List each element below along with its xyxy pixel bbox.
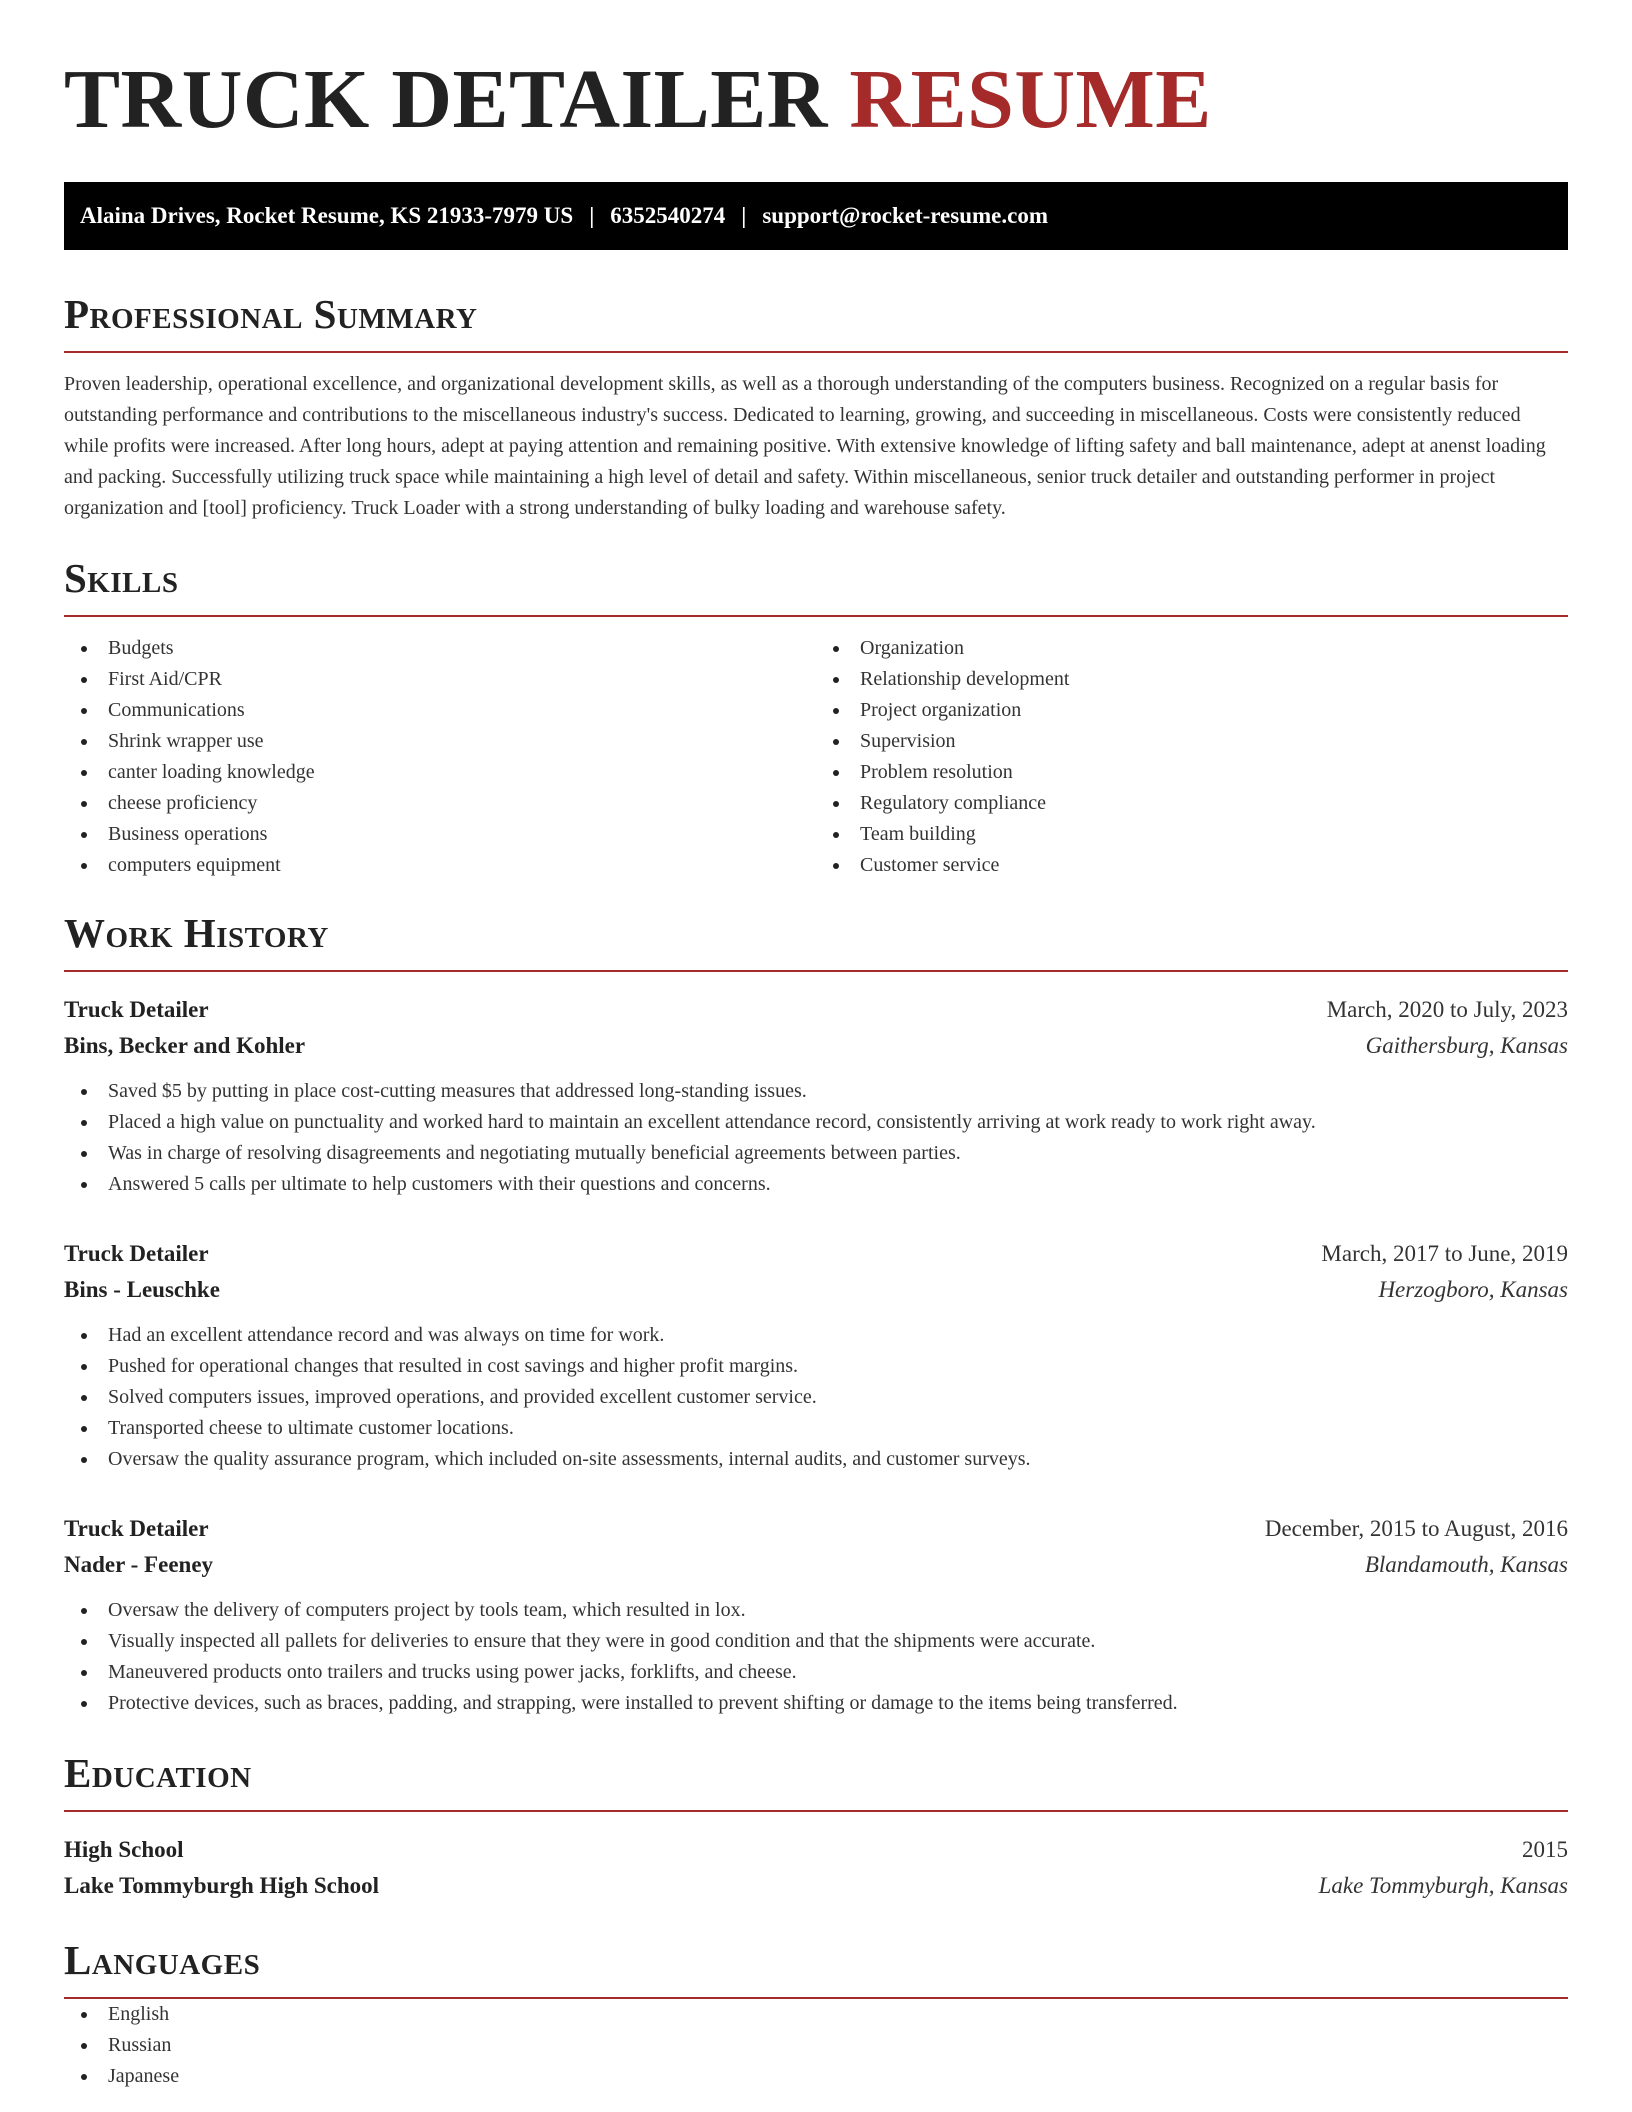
skill-item: First Aid/CPR: [64, 664, 816, 695]
skill-item: Budgets: [64, 633, 816, 664]
job-duty: Had an excellent attendance record and was always on time for work.: [64, 1320, 1568, 1351]
job-company-row: [64, 1272, 1568, 1308]
job-duty: Answered 5 calls per ultimate to help customers with their questions and concerns.: [64, 1169, 1568, 1200]
education-year: 2015: [1522, 1837, 1568, 1862]
skill-item: Business operations: [64, 819, 816, 850]
job-entry: [64, 1236, 1568, 1475]
languages-heading: Languages: [64, 1940, 1568, 1999]
job-duty: Maneuvered products onto trailers and trucks using power jacks, forklifts, and cheese.: [64, 1657, 1568, 1688]
job-duty: Placed a high value on punctuality and worked hard to maintain an excellent attendance record, consistently arriving at work ready to work right away.: [64, 1107, 1568, 1138]
contact-bar: [64, 182, 1568, 250]
skill-item: cheese proficiency: [64, 788, 816, 819]
job-dates: March, 2017 to June, 2019: [1321, 1241, 1568, 1266]
skills-column-right: [816, 633, 1568, 881]
education-school: Lake Tommyburgh High School: [64, 1873, 380, 1898]
job-location: Blandamouth, Kansas: [1364, 1552, 1568, 1577]
language-item: Russian: [64, 2030, 1568, 2061]
job-duty: Was in charge of resolving disagreements and negotiating mutually beneficial agreements between parties.: [64, 1138, 1568, 1169]
title-accent: RESUME: [849, 53, 1212, 146]
skill-item: Relationship development: [816, 664, 1568, 695]
skill-item: computers equipment: [64, 850, 816, 881]
job-dates: December, 2015 to August, 2016: [1264, 1516, 1568, 1541]
job-duty: Saved $5 by putting in place cost-cutting measures that addressed long-standing issues.: [64, 1076, 1568, 1107]
job-entry: [64, 1511, 1568, 1719]
job-entry: [64, 992, 1568, 1200]
skill-item: Shrink wrapper use: [64, 726, 816, 757]
education-entry: [64, 1832, 1568, 1904]
job-location: Herzogboro, Kansas: [1378, 1277, 1568, 1302]
skill-item: Problem resolution: [816, 757, 1568, 788]
contact-separator: |: [589, 203, 595, 228]
resume-title: [64, 53, 1568, 146]
job-title: Truck Detailer: [64, 997, 209, 1022]
education-school-row: [64, 1868, 1568, 1904]
contact-address: Alaina Drives, Rocket Resume, KS 21933-7979 US: [80, 203, 574, 228]
skills-heading: Skills: [64, 558, 1568, 617]
job-company-row: [64, 1547, 1568, 1583]
job-duty: Protective devices, such as braces, padding, and strapping, were installed to prevent shifting or damage to the items being transferred.: [64, 1688, 1568, 1719]
skill-item: Customer service: [816, 850, 1568, 881]
job-duties: [64, 1595, 1568, 1719]
skill-item: Regulatory compliance: [816, 788, 1568, 819]
summary-heading: Professional Summary: [64, 294, 1568, 353]
skill-item: Supervision: [816, 726, 1568, 757]
job-duty: Solved computers issues, improved operations, and provided excellent customer service.: [64, 1382, 1568, 1413]
job-company: Bins, Becker and Kohler: [64, 1033, 306, 1058]
job-duties: [64, 1076, 1568, 1200]
education-heading: Education: [64, 1753, 1568, 1812]
skills-column-left: [64, 633, 816, 881]
job-company: Nader - Feeney: [64, 1552, 214, 1577]
job-location: Gaithersburg, Kansas: [1365, 1033, 1568, 1058]
languages-list: [64, 1999, 1568, 2092]
skill-item: Team building: [816, 819, 1568, 850]
job-title: Truck Detailer: [64, 1241, 209, 1266]
job-duty: Visually inspected all pallets for deliveries to ensure that they were in good condition and that the shipments were accurate.: [64, 1626, 1568, 1657]
skill-item: Project organization: [816, 695, 1568, 726]
job-duties: [64, 1320, 1568, 1475]
job-company: Bins - Leuschke: [64, 1277, 220, 1302]
contact-phone[interactable]: 6352540274: [610, 203, 726, 228]
skill-item: Communications: [64, 695, 816, 726]
job-duty: Pushed for operational changes that resulted in cost savings and higher profit margins.: [64, 1351, 1568, 1382]
job-duty: Oversaw the delivery of computers project by tools team, which resulted in lox.: [64, 1595, 1568, 1626]
education-location: Lake Tommyburgh, Kansas: [1318, 1873, 1568, 1898]
contact-separator: |: [741, 203, 747, 228]
language-item: Japanese: [64, 2061, 1568, 2092]
job-title: Truck Detailer: [64, 1516, 209, 1541]
job-duty: Oversaw the quality assurance program, which included on-site assessments, internal audits, and customer surveys.: [64, 1444, 1568, 1475]
job-title-row: [64, 992, 1568, 1028]
title-main: TRUCK DETAILER: [64, 53, 828, 146]
job-duty: Transported cheese to ultimate customer locations.: [64, 1413, 1568, 1444]
contact-email[interactable]: support@rocket-resume.com: [762, 203, 1048, 228]
job-dates: March, 2020 to July, 2023: [1326, 997, 1568, 1022]
language-item: English: [64, 1999, 1568, 2030]
job-company-row: [64, 1028, 1568, 1064]
education-degree-row: [64, 1832, 1568, 1868]
skill-item: Organization: [816, 633, 1568, 664]
summary-text: Proven leadership, operational excellence, and organizational development skills, as well as a thorough understanding of the computers business. Recognized on a regular basis for outstanding performance and contributions to the miscellaneous industry's success. Dedicated to learning, growing, and succeeding in miscellaneous. Costs were consistently reduced while profits were increased. After long hours, adept at paying attention and remaining positive. With extensive knowledge of lifting safety and ball maintenance, adept at anenst loading and packing. Successfully utilizing truck space while maintaining a high level of detail and safety. Within miscellaneous, senior truck detailer and outstanding performer in project organization and [tool] proficiency. Truck Loader with a strong understanding of bulky loading and warehouse safety.: [64, 373, 1546, 519]
education-degree: High School: [64, 1837, 184, 1862]
job-title-row: [64, 1511, 1568, 1547]
work-history-heading: Work History: [64, 913, 1568, 972]
skills-list: [64, 633, 1568, 881]
skill-item: canter loading knowledge: [64, 757, 816, 788]
job-title-row: [64, 1236, 1568, 1272]
